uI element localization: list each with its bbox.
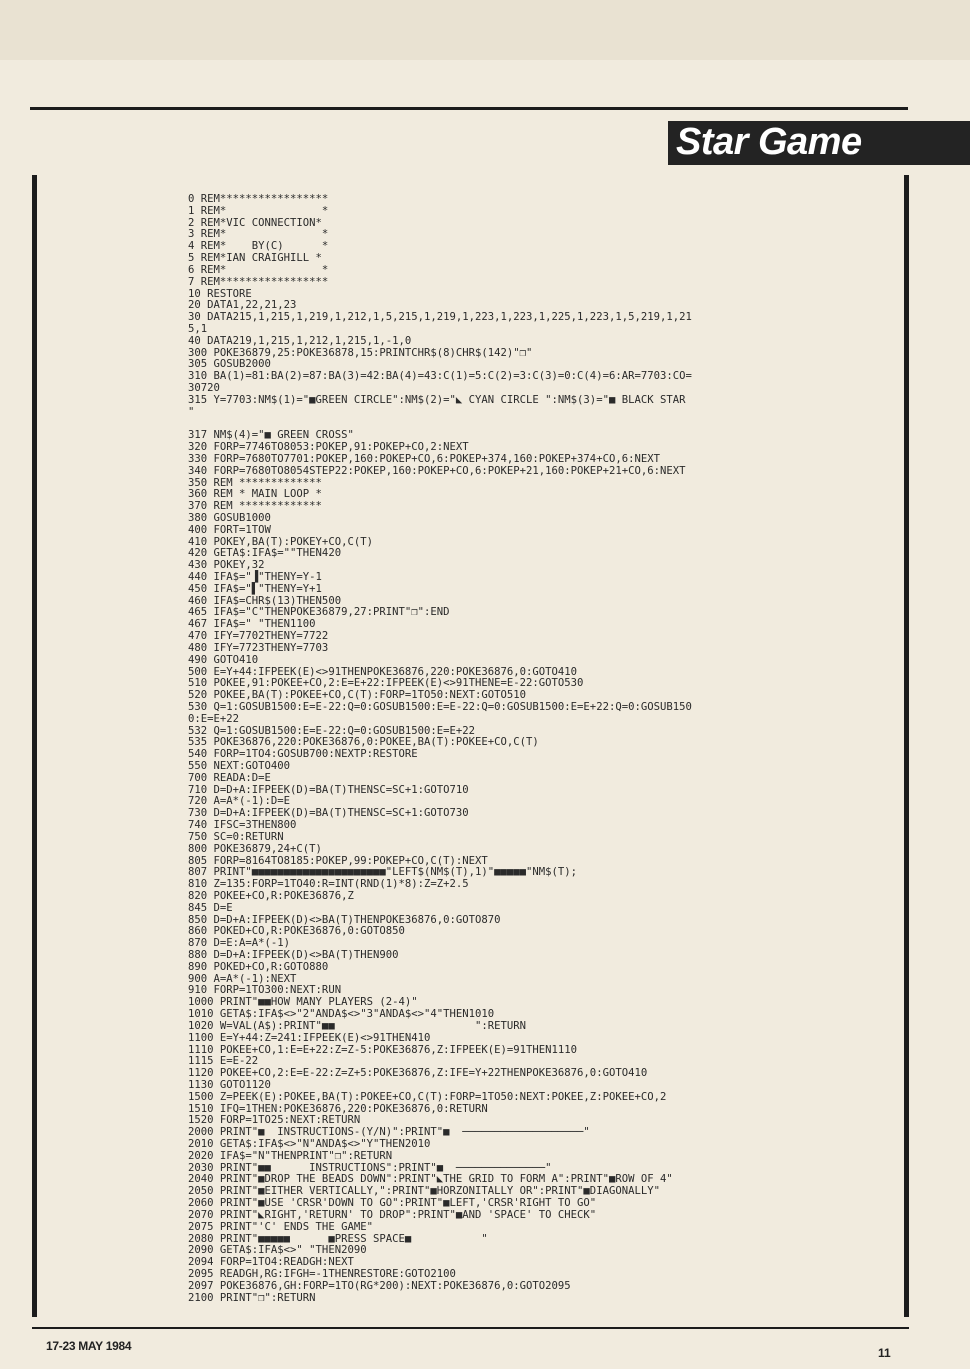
- code-line: 845 D=E: [188, 901, 233, 914]
- code-line: 470 IFY=7702THENY=7722: [188, 630, 329, 643]
- code-line: 2 REM*VIC CONNECTION*: [188, 216, 322, 229]
- code-line: 4 REM* BY(C) *: [188, 240, 329, 253]
- code-line: 420 GETA$:IFA$=""THEN420: [188, 547, 342, 560]
- code-line: 2095 READGH,RG:IFGH=-1THENRESTORE:GOTO2100: [188, 1267, 456, 1280]
- code-line: 430 POKEY,32: [188, 559, 265, 572]
- code-line: 540 FORP=1TO4:GOSUB700:NEXTP:RESTORE: [188, 748, 418, 761]
- code-line: 465 IFA$="C"THENPOKE36879,27:PRINT"❒":END: [188, 606, 450, 619]
- code-line: 740 IFSC=3THEN800: [188, 819, 297, 832]
- code-line: 380 GOSUB1000: [188, 511, 271, 524]
- bottom-rule: [32, 1327, 909, 1329]
- code-line: 850 D=D+A:IFPEEK(D)<>BA(T)THENPOKE36876,0:GOTO870: [188, 913, 501, 926]
- code-line: 350 REM *************: [188, 476, 322, 489]
- code-line: 810 Z=135:FORP=1TO40:R=INT(RND(1)*8):Z=Z+2.5: [188, 878, 469, 891]
- code-line: 490 GOTO410: [188, 653, 259, 666]
- code-line: 460 IFA$=CHR$(13)THEN500: [188, 594, 342, 607]
- code-line: 1115 E=E-22: [188, 1055, 259, 1068]
- code-line: 2075 PRINT"'C' ENDS THE GAME": [188, 1220, 373, 1233]
- code-line: 750 SC=0:RETURN: [188, 830, 284, 843]
- code-line: 467 IFA$=" "THEN1100: [188, 618, 316, 631]
- code-line: 550 NEXT:GOTO400: [188, 760, 291, 772]
- code-line: 1130 GOTO1120: [188, 1078, 271, 1091]
- code-line: 820 POKEE+CO,R:POKE36876,Z: [188, 889, 354, 902]
- code-line: 807 PRINT"■■■■■■■■■■■■■■■■■■■■■"LEFT$(NM$(T),1)"■■■■■"NM$(T);: [188, 866, 578, 879]
- code-line: 532 Q=1:GOSUB1500:E=E-22:Q=0:GOSUB1500:E=E+22: [188, 724, 476, 737]
- code-line: 7 REM*****************: [188, 275, 329, 288]
- code-line: 1010 GETA$:IFA$<>"2"ANDA$<>"3"ANDA$<>"4"THEN1010: [188, 1008, 495, 1021]
- code-line: 2070 PRINT"◣RIGHT,'RETURN' TO DROP":PRINT"■AND 'SPACE' TO CHECK": [188, 1208, 597, 1221]
- page-number: 11: [878, 1346, 891, 1360]
- code-line: 2090 GETA$:IFA$<>" "THEN2090: [188, 1244, 367, 1257]
- code-line: 800 POKE36879,24+C(T): [188, 842, 322, 855]
- code-line: 2080 PRINT"■■■■■ ■PRESS SPACE■ ": [188, 1232, 488, 1245]
- code-line: 6 REM* *: [188, 263, 329, 276]
- code-line: 40 DATA219,1,215,1,212,1,215,1,-1,0: [188, 334, 412, 347]
- code-line: 315 Y=7703:NM$(1)="■GREEN CIRCLE":NM$(2)="◣ CYAN CIRCLE ":NM$(3)="■ BLACK STAR: [188, 393, 686, 406]
- code-line: 2094 FORP=1TO4:READGH:NEXT: [188, 1256, 354, 1269]
- code-line: 910 FORP=1TO300:NEXT:RUN: [188, 984, 342, 997]
- code-line: 340 FORP=7680TO8054STEP22:POKEP,160:POKEP+CO,6:POKEP+21,160:POKEP+21+CO,6:NEXT: [188, 464, 686, 477]
- code-line: 360 REM * MAIN LOOP *: [188, 488, 322, 501]
- code-line: 730 D=D+A:IFPEEK(D)=BA(T)THENSC=SC+1:GOTO730: [188, 807, 469, 820]
- section-title: Star Game: [676, 121, 862, 163]
- code-line: 480 IFY=7723THENY=7703: [188, 641, 329, 654]
- code-line: 520 POKEE,BA(T):POKEE+CO,C(T):FORP=1TO50:NEXT:GOTO510: [188, 689, 527, 702]
- code-line: 890 POKED+CO,R:GOTO880: [188, 960, 329, 973]
- code-line: 2050 PRINT"■EITHER VERTICALLY,":PRINT"■HORZONITALLY OR":PRINT"■DIAGONALLY": [188, 1185, 660, 1198]
- code-line: ": [188, 405, 195, 418]
- code-line: 20 DATA1,22,21,23: [188, 299, 297, 312]
- issue-date: 17-23 MAY 1984: [46, 1339, 132, 1353]
- code-line: 900 A=A*(-1):NEXT: [188, 972, 297, 985]
- code-line: 530 Q=1:GOSUB1500:E=E-22:Q=0:GOSUB1500:E=E-22:Q=0:GOSUB1500:E=E+22:Q=0:GOSUB150: [188, 700, 692, 713]
- code-line: 500 E=Y+44:IFPEEK(E)<>91THENPOKE36876,220:POKE36876,0:GOTO410: [188, 665, 578, 678]
- code-line: 400 FORT=1TOW: [188, 523, 271, 536]
- code-line: 310 BA(1)=81:BA(2)=87:BA(3)=42:BA(4)=43:C(1)=5:C(2)=3:C(3)=0:C(4)=6:AR=7703:CO=: [188, 370, 692, 383]
- code-line: 410 POKEY,BA(T):POKEY+CO,C(T): [188, 535, 373, 548]
- code-line: 300 POKE36879,25:POKE36878,15:PRINTCHR$(8)CHR$(142)"❒": [188, 346, 533, 359]
- code-line: 1020 W=VAL(A$):PRINT"■■ ":RETURN: [188, 1019, 527, 1032]
- right-margin-bar: [904, 175, 909, 1317]
- code-line: 5 REM*IAN CRAIGHILL *: [188, 252, 322, 265]
- code-line: 805 FORP=8164TO8185:POKEP,99:POKEP+CO,C(T):NEXT: [188, 854, 488, 867]
- code-line: 2040 PRINT"■DROP THE BEADS DOWN":PRINT"◣THE GRID TO FORM A":PRINT"■ROW OF 4": [188, 1173, 673, 1186]
- code-line: 2097 POKE36876,GH:FORP=1TO(RG*200):NEXT:POKE36876,0:GOTO2095: [188, 1279, 571, 1292]
- code-line: 860 POKED+CO,R:POKE36876,0:GOTO850: [188, 925, 405, 938]
- top-rule: [30, 107, 908, 110]
- code-line: 2000 PRINT"■ INSTRUCTIONS-(Y/N)":PRINT"■ ───────────────────": [188, 1126, 590, 1139]
- code-line: 2020 IFA$="N"THENPRINT"❒":RETURN: [188, 1149, 393, 1162]
- code-line: 2010 GETA$:IFA$<>"N"ANDA$<>"Y"THEN2010: [188, 1138, 431, 1150]
- code-line: 1500 Z=PEEK(E):POKEE,BA(T):POKEE+CO,C(T):FORP=1TO50:NEXT:POKEE,Z:POKEE+CO,2: [188, 1090, 667, 1103]
- code-line: 510 POKEE,91:POKEE+CO,2:E=E+22:IFPEEK(E)<>91THENE=E-22:GOTO530: [188, 677, 584, 690]
- code-line: 0:E=E+22: [188, 712, 240, 725]
- code-line: 1520 FORP=1TO25:NEXT:RETURN: [188, 1114, 361, 1127]
- code-line: 30720: [188, 382, 220, 394]
- code-line: 2030 PRINT"■■ INSTRUCTIONS":PRINT"■ ──────────────": [188, 1161, 552, 1174]
- code-line: 1100 E=Y+44:Z=241:IFPEEK(E)<>91THEN410: [188, 1031, 431, 1044]
- code-line: 5,1: [188, 322, 208, 335]
- code-line: 370 REM *************: [188, 500, 322, 513]
- code-line: 700 READA:D=E: [188, 771, 271, 784]
- code-line: 450 IFA$="▌"THENY=Y+1: [188, 582, 322, 595]
- code-line: 2100 PRINT"❒":RETURN: [188, 1291, 316, 1304]
- code-line: 30 DATA215,1,215,1,219,1,212,1,5,215,1,219,1,223,1,223,1,225,1,223,1,5,219,1,21: [188, 311, 692, 324]
- code-line: 320 FORP=7746TO8053:POKEP,91:POKEP+CO,2:NEXT: [188, 441, 469, 454]
- code-line: 1 REM* *: [188, 204, 329, 217]
- code-line: 1000 PRINT"■■HOW MANY PLAYERS (2-4)": [188, 996, 418, 1009]
- code-line: 1120 POKEE+CO,2:E=E-22:Z=Z+5:POKE36876,Z:IFE=Y+22THENPOKE36876,0:GOTO410: [188, 1067, 648, 1080]
- code-line: 880 D=D+A:IFPEEK(D)<>BA(T)THEN900: [188, 949, 399, 961]
- code-line: 330 FORP=7680TO7701:POKEP,160:POKEP+CO,6:POKEP+374,160:POKEP+374+CO,6:NEXT: [188, 452, 660, 465]
- code-line: 440 IFA$="▐"THENY=Y-1: [188, 571, 322, 583]
- code-line: 870 D=E:A=A*(-1): [188, 937, 291, 950]
- code-line: 710 D=D+A:IFPEEK(D)=BA(T)THENSC=SC+1:GOTO710: [188, 783, 469, 796]
- code-line: 2060 PRINT"■USE 'CRSR'DOWN TO GO":PRINT"■LEFT,'CRSR'RIGHT TO GO": [188, 1197, 597, 1210]
- left-margin-bar: [32, 175, 37, 1317]
- basic-program-listing: [188, 194, 888, 1304]
- code-line: 1110 POKEE+CO,1:E=E+22:Z=Z-5:POKE36876,Z:IFPEEK(E)=91THEN1110: [188, 1043, 578, 1056]
- code-line: 1510 IFQ=1THEN:POKE36876,220:POKE36876,0:RETURN: [188, 1102, 488, 1115]
- code-line: 535 POKE36876,220:POKE36876,0:POKEE,BA(T):POKEE+CO,C(T): [188, 736, 539, 749]
- code-line: 0 REM*****************: [188, 193, 329, 205]
- code-line: 720 A=A*(-1):D=E: [188, 795, 291, 808]
- code-line: 305 GOSUB2000: [188, 358, 271, 371]
- code-line: 10 RESTORE: [188, 287, 252, 300]
- code-line: 317 NM$(4)="■ GREEN CROSS": [188, 429, 354, 442]
- code-line: 3 REM* *: [188, 228, 329, 241]
